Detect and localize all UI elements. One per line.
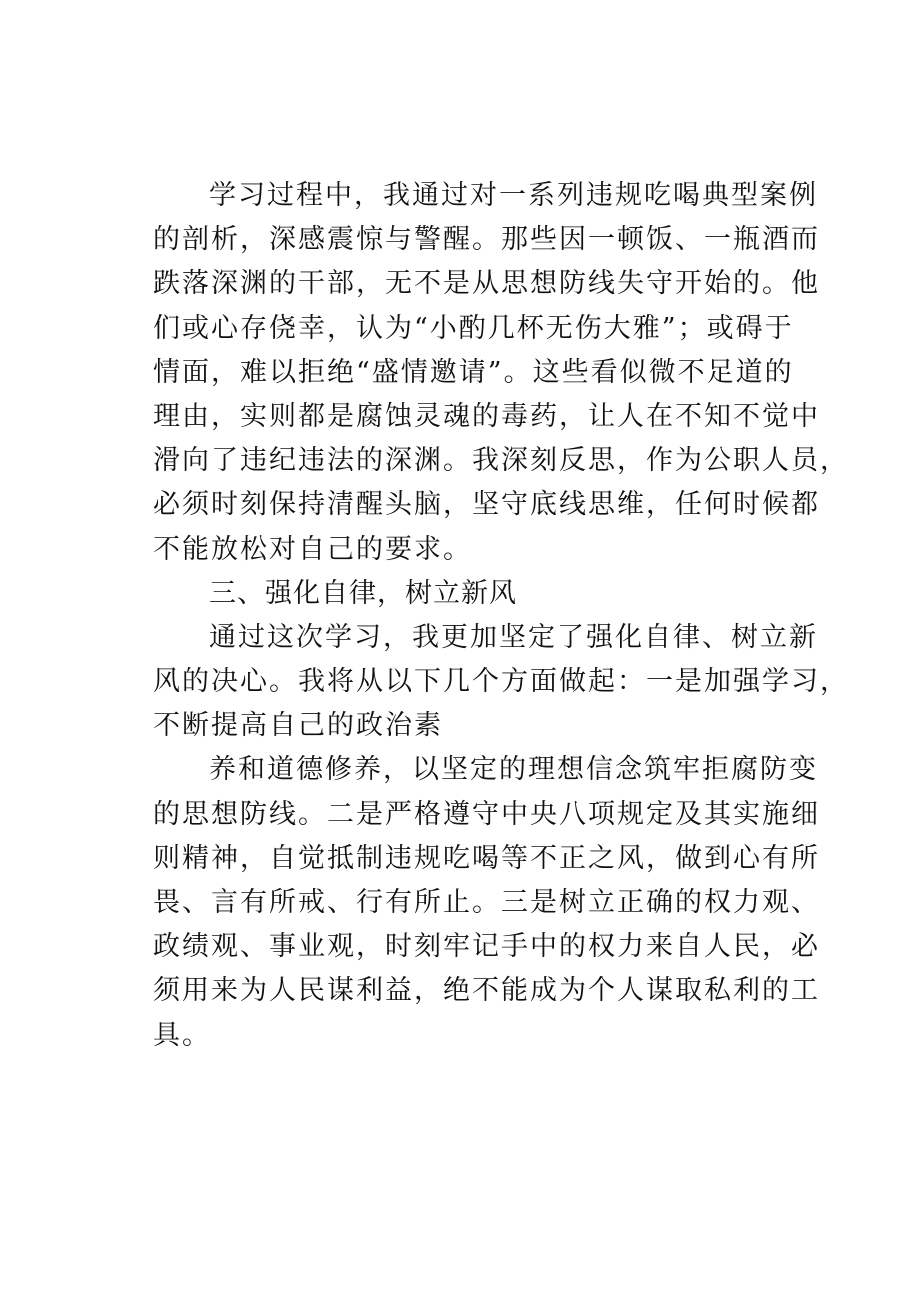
paragraph-line: 则精神，自觉抵制违规吃喝等不正之风，做到心有所: [153, 842, 820, 874]
paragraph-line: 通过这次学习，我更加坚定了强化自律、树立新: [209, 621, 818, 653]
paragraph-line: 必须时刻保持清醒头脑，坚守底线思维，任何时候都: [153, 489, 820, 521]
paragraph-line: 须用来为人民谋利益，绝不能成为个人谋取私利的工: [153, 975, 820, 1007]
paragraph-line: 风的决心。我将从以下几个方面做起：一是加强学习，: [153, 666, 849, 698]
section-heading: 三、强化自律，树立新风: [209, 577, 517, 609]
paragraph-reflection: [153, 174, 849, 572]
paragraph-line: 不能放松对自己的要求。: [153, 533, 472, 565]
paragraph-line: 滑向了违纪违法的深渊。我深刻反思，作为公职人员，: [153, 445, 849, 477]
document-body: [153, 174, 849, 1058]
paragraph-line: 养和道德修养，以坚定的理想信念筑牢拒腐防变: [209, 754, 818, 786]
paragraph-line: 不断提高自己的政治素: [153, 710, 443, 742]
paragraph-line: 畏、言有所戒、行有所止。三是树立正确的权力观、: [153, 887, 820, 918]
paragraph-resolve: [153, 616, 849, 749]
paragraph-line: 具。: [153, 1019, 211, 1051]
paragraph-line: 的剖析，深感震惊与警醒。那些因一顿饭、一瓶酒而: [153, 224, 820, 256]
paragraph-line: 情面，难以拒绝“盛情邀请”。这些看似微不足道的: [153, 356, 794, 388]
paragraph-line: 政绩观、事业观，时刻牢记手中的权力来自人民，必: [153, 931, 820, 963]
paragraph-line: 们或心存侥幸，认为“小酌几杯无伤大雅”；或碍于: [153, 312, 794, 344]
paragraph-line: 的思想防线。二是严格遵守中央八项规定及其实施细: [153, 798, 820, 830]
paragraph-measures: [153, 748, 820, 1057]
paragraph-line: 跌落深渊的干部，无不是从思想防线失守开始的。他: [153, 268, 820, 300]
paragraph-line: 学习过程中，我通过对一系列违规吃喝典型案例: [209, 180, 818, 211]
paragraph-line: 理由，实则都是腐蚀灵魂的毒药，让人在不知不觉中: [153, 400, 820, 432]
